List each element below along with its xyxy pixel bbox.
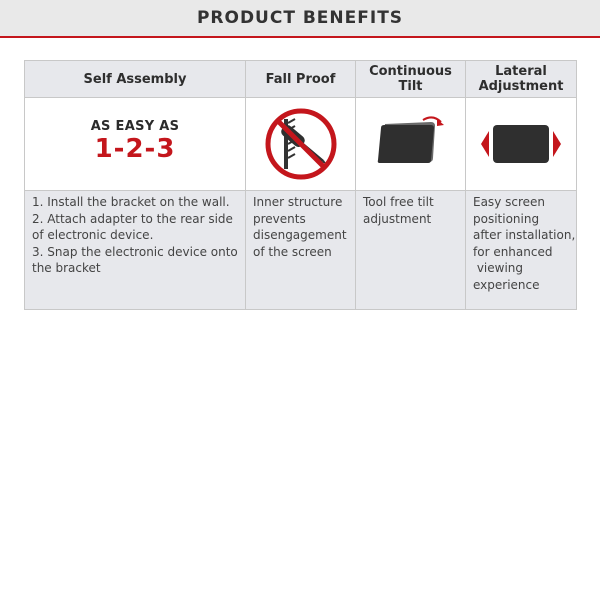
description-line: viewing <box>473 261 524 275</box>
description-line: of the screen <box>253 244 332 259</box>
icon-cell-lateral-adjustment <box>466 98 576 191</box>
one-two-three-label: 1-2-3 <box>94 133 176 164</box>
header-label-lateral: Lateral <box>495 64 547 79</box>
benefits-table <box>24 60 577 310</box>
lateral-arrows-icon <box>479 119 563 169</box>
tilt-screen-icon <box>371 114 451 174</box>
description-line: of electronic device. <box>32 228 154 242</box>
description-line: Inner structure <box>253 195 343 209</box>
header-label-continuous: Continuous <box>369 64 452 79</box>
description-line: 1. Install the bracket on the wall. <box>32 195 230 209</box>
header-label-self-assembly: Self Assembly <box>83 71 187 87</box>
description-line: Tool free tilt <box>363 195 434 209</box>
description-line: Easy screen <box>473 195 545 209</box>
product-benefits-banner <box>0 0 600 38</box>
description-lateral-adjustment <box>466 191 576 309</box>
header-continuous-tilt <box>356 61 466 98</box>
header-lateral-adjustment <box>466 61 576 98</box>
header-label-adjustment: Adjustment <box>478 79 564 94</box>
description-line: positioning <box>473 211 540 226</box>
description-line: adjustment <box>363 211 432 226</box>
description-line: disengagement <box>253 228 347 242</box>
description-continuous-tilt <box>356 191 466 309</box>
description-line: 2. Attach adapter to the rear side <box>32 211 233 226</box>
page-title: PRODUCT BENEFITS <box>196 8 404 28</box>
description-fall-proof <box>246 191 356 309</box>
icon-cell-fall-proof <box>246 98 356 191</box>
header-self-assembly <box>25 61 246 98</box>
icon-cell-self-assembly <box>25 98 246 191</box>
description-self-assembly <box>25 191 246 309</box>
easy-as-label: AS EASY AS <box>90 118 180 134</box>
no-screwdriver-icon <box>262 105 340 183</box>
icon-cell-continuous-tilt <box>356 98 466 191</box>
description-line: prevents <box>253 211 306 226</box>
header-label-tilt: Tilt <box>398 79 423 94</box>
description-line: experience <box>473 277 540 292</box>
easy-assembly-icon <box>91 119 180 164</box>
description-line: for enhanced <box>473 244 553 259</box>
description-line: 3. Snap the electronic device onto <box>32 244 238 259</box>
header-fall-proof <box>246 61 356 98</box>
description-line: after installation, <box>473 228 576 242</box>
description-line: the bracket <box>32 261 101 275</box>
header-label-fall-proof: Fall Proof <box>265 71 336 87</box>
